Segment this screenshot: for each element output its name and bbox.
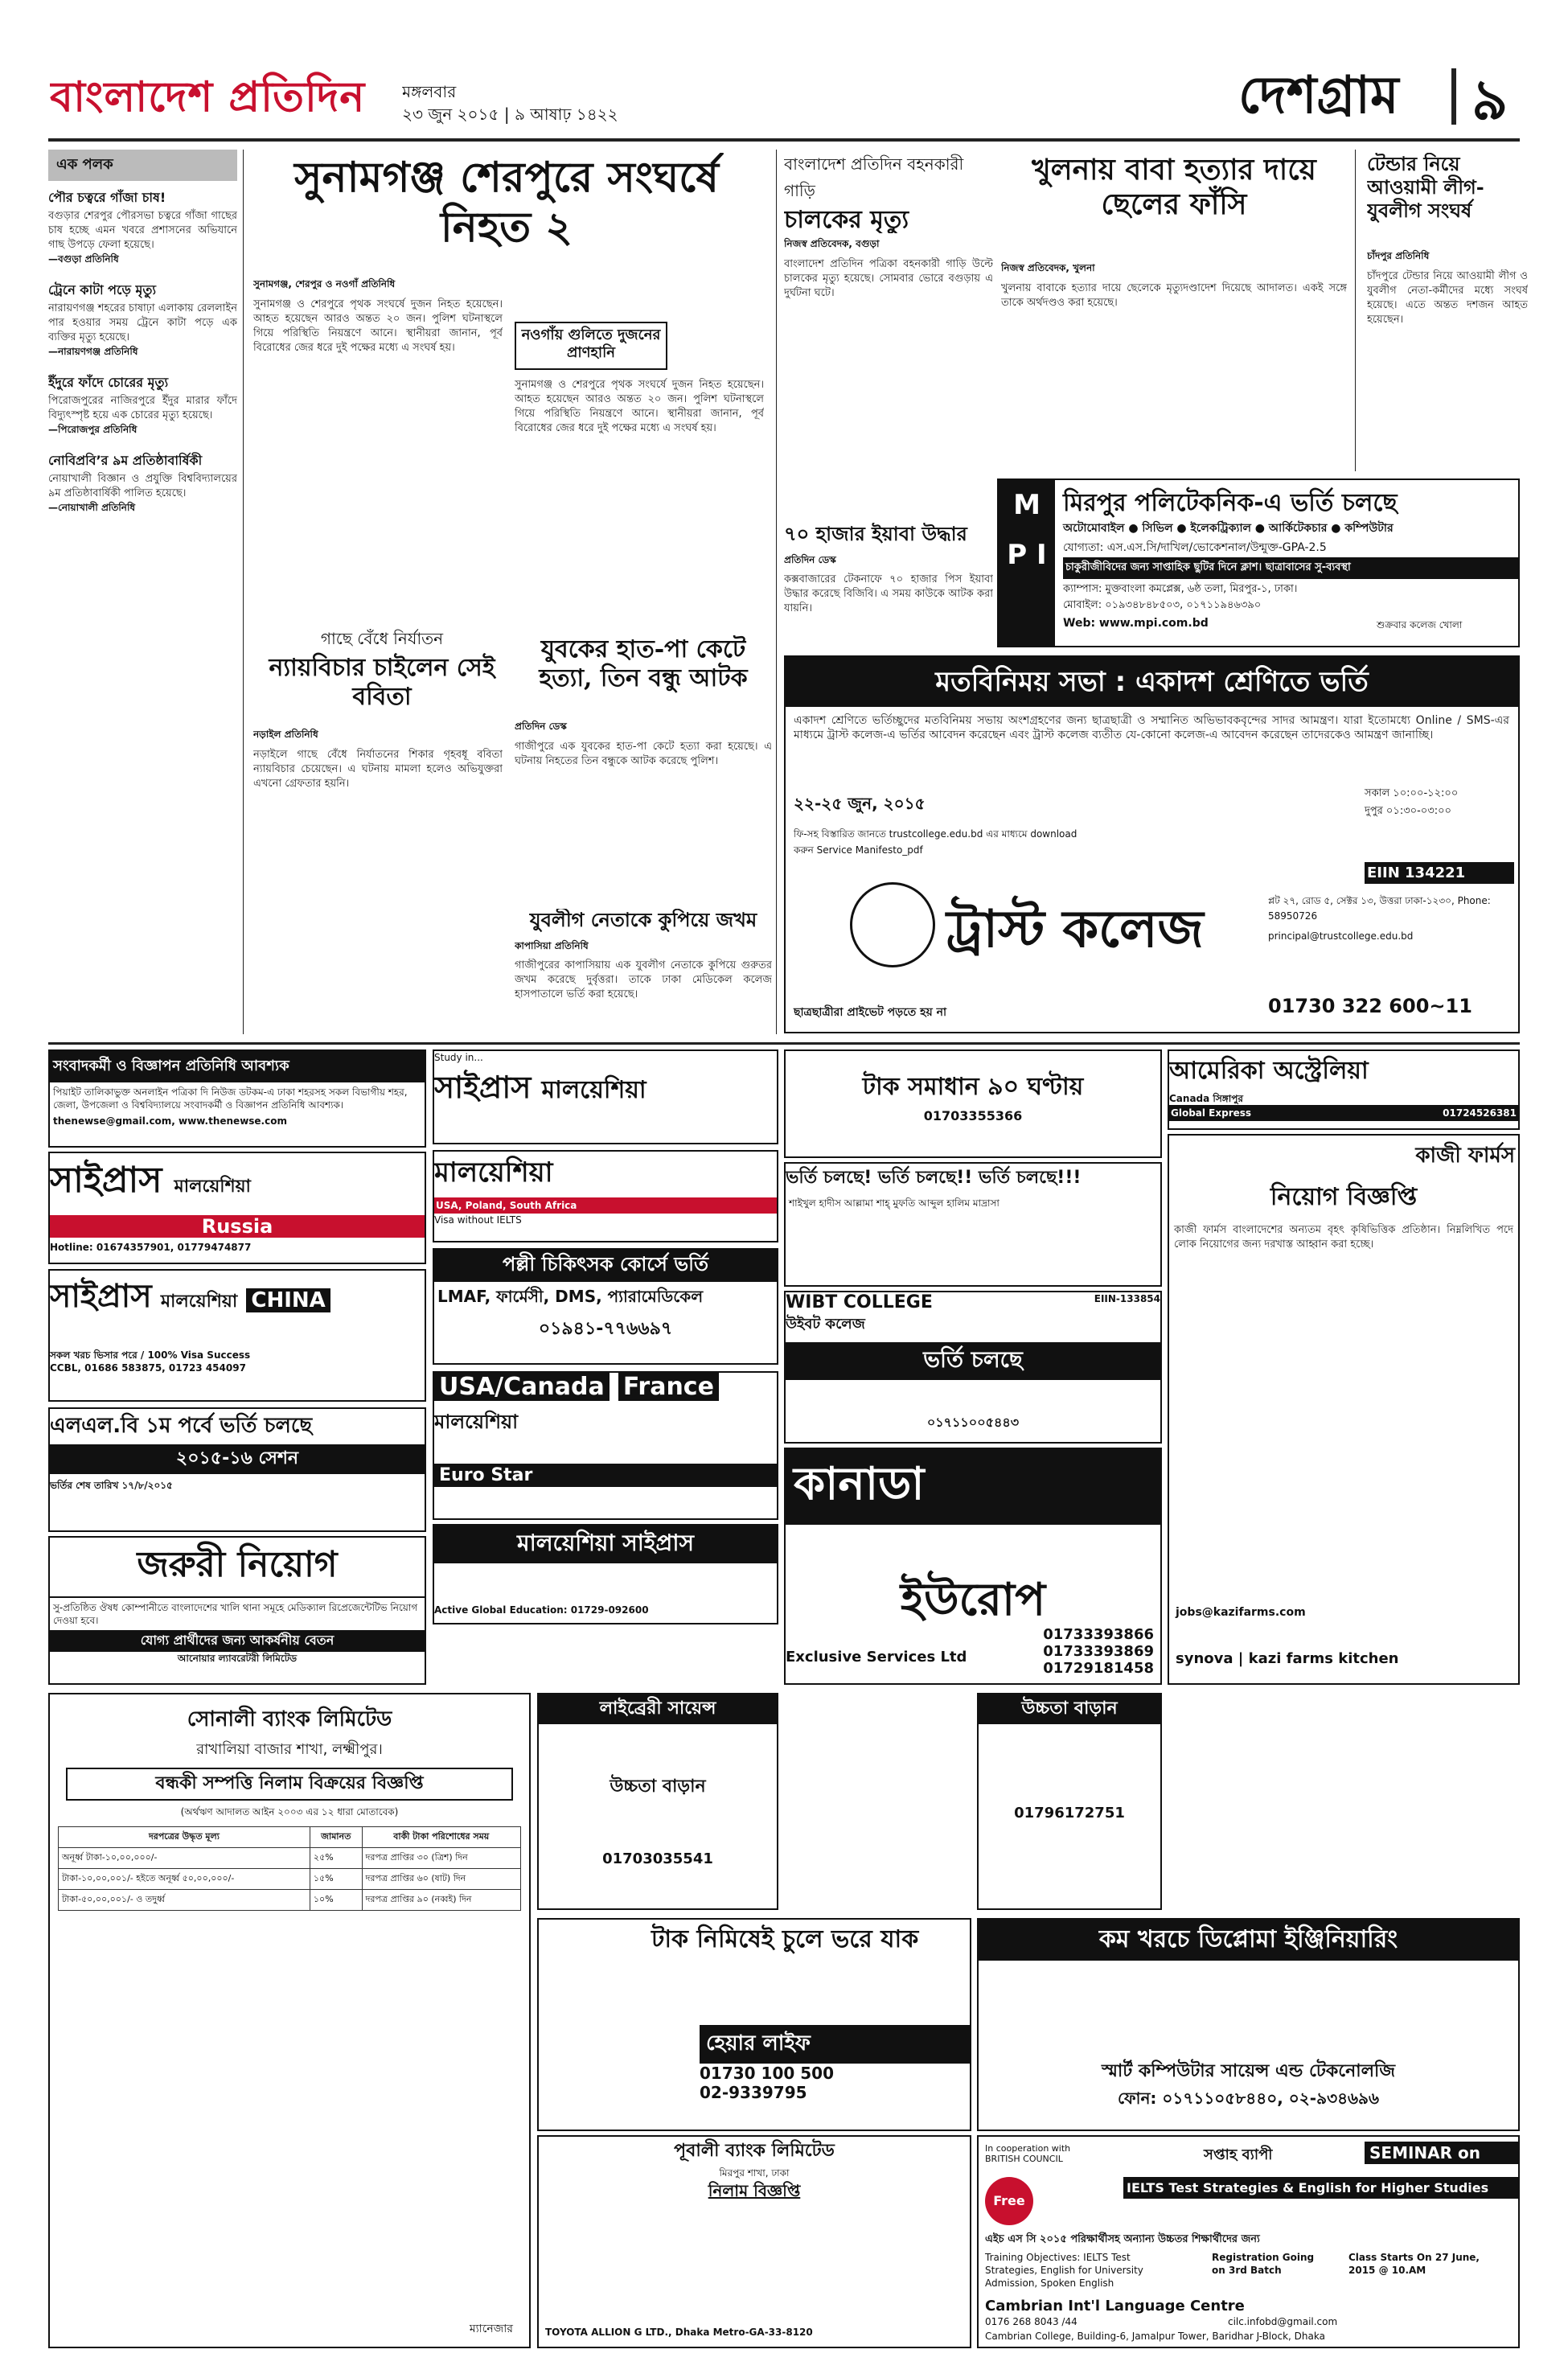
table-cell: টাকা-৫০,০০,০০১/- ও তদুর্ধ্ব [59,1890,310,1911]
ad-mpi [997,478,1520,647]
sonali-sub: (অর্থঋণ আদালত আইন ২০০৩ এর ১২ ধারা মোতাবেক) [180,1806,399,1817]
table-cell: দরপত্র প্রাপ্তির ৯০ (নব্বই) দিন [362,1890,520,1911]
gache-head [253,627,511,724]
table-cell: ১৫% [310,1869,362,1890]
hairlife-title: টাক নিমিষেই চুলে ভরে যাক [651,1925,919,1953]
table-cell: অনূর্ধ্ব টাকা-১০,০০,০০০/- [59,1848,310,1869]
trust-banner: মতবিনিময় সভা : একাদশ শ্রেণিতে ভর্তি [786,657,1518,707]
mpi-address: ক্যাম্পাস: মুক্তবাংলা কমপ্লেক্স, ৬ষ্ঠ তলা, মিরপুর-১, ঢাকা। [1063,583,1298,595]
ek-polok-items [48,187,237,517]
gache-body: নড়াইলে গাছে বেঁধে নির্যাতনের শিকার গৃহবধূ ববিতা ন্যায়বিচার চেয়েছেন। এ ঘটনায় মামলা হলেও অভিযুক্তরা এখনো গ্রেফতার হয়নি। [253,749,503,790]
bogra-headline: চালকের মৃত্যু [784,206,909,233]
canada-phone-2: 01733393869 [1043,1643,1154,1660]
malaysia2-side: USA, Poland, South Africa [434,1197,777,1214]
llb-note: ভর্তির শেষ তারিখ ১৭/৮/২০১৫ [50,1480,173,1491]
jubolig-dateline: কাপাসিয়া প্রতিনিধি [515,940,589,951]
vorti-title: ভর্তি চলছে! ভর্তি চলছে!! ভর্তি চলছে!!! [786,1168,1082,1188]
purabi-bank-name: পূবালী ব্যাংক লিমিটেড [674,2141,835,2161]
ad-kazi-farms [1168,1134,1520,1685]
trust-eiin: EIIN 134221 [1365,862,1514,884]
yaba-dateline: প্রতিদিন ডেস্ক [784,554,836,565]
reporter-title: সংবাদকর্মী ও বিজ্ঞাপন প্রতিনিধি আবশ্যক [50,1051,425,1082]
america-company-name: Global Express [1171,1107,1252,1119]
dateline-sunamganj: সুনামগঞ্জ, শেরপুর ও নওগাঁ প্রতিনিধি [253,278,396,290]
kazi-brands: synova | kazi farms kitchen [1176,1650,1399,1667]
gache-headline: ন্যায়বিচার চাইলেন সেই ববিতা [269,654,495,711]
table-row [59,1869,521,1890]
cambrian-name: Cambrian Int'l Language Centre [985,2298,1245,2314]
reporter-body: পিয়াইট তালিকাভুক্ত অনলাইন পত্রিকা দি নিউজ ডটকম-এ ঢাকা শহরসহ সকল বিভাগীয় শহর, জেলা, উপজেলা ও বিশ্ববিদ্যালয়ে সংবাদকর্মী ও বিজ্ঞাপন প্রতিনিধি আবশ্যক। [53,1086,408,1111]
ad-tak [784,1049,1162,1158]
bogra-body: বাংলাদেশ প্রতিদিন পত্রিকা বহনকারী গাড়ি উল্টে চালকের মৃত্যু হয়েছে। সোমবার ভোরে বগুড়ায় এ দুর্ঘটনা ঘটে। [784,258,993,299]
ad-trust-college [784,655,1520,1033]
trust-info: ফি-সহ বিস্তারিত জানতে trustcollege.edu.bd এর মাধ্যমে download করুন Service Manifesto_pdf [794,828,1077,856]
kazi-title: নিয়োগ বিজ্ঞপ্তি [1270,1183,1418,1211]
masthead-rule [48,138,1520,142]
sonali-title: বন্ধকী সম্পত্তি নিলাম বিক্রয়ের বিজ্ঞপ্তি [66,1768,513,1801]
cyprus1-title: সাইপ্রাস [50,1160,162,1201]
cambrian-partner: In cooperation with BRITISH COUNCIL [985,2143,1071,2164]
ek-polok-item [48,187,237,269]
usa-title: USA/Canada [434,1373,610,1401]
cyprus2-note: সকল খরচ ভিসার পরে / 100% Visa Success [50,1349,251,1361]
urgent-title: জরুরী নিয়োগ [50,1538,425,1598]
cambrian-email[interactable]: cilc.infobd@gmail.com [1228,2316,1338,2327]
diploma-phone: ফোন: ০১৭১১০৫৮৪৪০, ০২-৯৩৪৬৯৬ [1117,2089,1380,2108]
diploma-title: কম খরচে ডিপ্লোমা ইঞ্জিনিয়ারিং [979,1920,1518,1961]
ek-polok-item-credit: —নোয়াখালী প্রতিনিধি [48,502,136,513]
ad-urgent [48,1536,426,1685]
ad-reporter [48,1049,426,1148]
mpi-letters: M P I [999,480,1055,646]
ad-cyprus-2 [48,1269,426,1402]
page-number: ৯ [1472,66,1508,133]
dateline-khulna: নিজস্ব প্রতিবেদক, খুলনা [1001,262,1095,273]
ek-polok-item-body: নারায়ণগঞ্জ শহরের চাষাঢ়া এলাকায় রেললাইন পার হওয়ার সময় ট্রেনে কাটা পড়ে এক ব্যক্তির মৃত্যু হয়েছে। [48,302,237,343]
trust-session-1: সকাল ১০:০০-১২:০০ [1365,787,1459,799]
canada-company: Exclusive Services Ltd [786,1649,967,1665]
yaba-headline: ৭০ হাজার ইয়াবা উদ্ধার [784,523,967,545]
ad-hairlife [537,1918,971,2131]
table-header: দরপত্রের উদ্ধৃত মূল্য [59,1827,310,1848]
ad-diploma [977,1918,1520,2131]
trust-session-2: দুপুর ০১:৩০-০৩:০০ [1365,805,1451,817]
kazi-email[interactable]: jobs@kazifarms.com [1176,1606,1306,1619]
table-header: বাকী টাকা পরিশোধের সময় [362,1827,520,1848]
mc-note: Active Global Education: 01729-092600 [434,1604,649,1616]
wibt-banner: ভর্তি চলছে [786,1342,1160,1380]
trust-footer: ছাত্রছাত্রীরা প্রাইভেট পড়তে হয় না [794,1006,947,1019]
ek-polok-item-title: নোবিপ্রবি’র ৯ম প্রতিষ্ঠাবার্ষিকী [48,453,203,468]
mpi-band: চাকুরীজীবিদের জন্য সাপ্তাহিক ছুটির দিনে ক্লাশ। ছাত্রাবাসের সু-ব্যবস্থা [1063,557,1518,579]
mpi-title: মিরপুর পলিটেকনিক-এ ভর্তি চলছে [1063,489,1398,517]
bogra-head [784,153,993,233]
mpi-courses: অটোমোবাইল ● সিভিল ● ইলেকট্রিক্যাল ● আর্কিটেকচার ● কম্পিউটার [1063,522,1394,535]
urgent-body: সু-প্রতিষ্ঠিত ঔষধ কোম্পানীতে বাংলাদেশের খালি থানা সমূহে মেডিক্যাল রিপ্রেজেন্টেটিভ নিয়োগ দেওয়া হবে। [53,1602,418,1626]
cambrian-class-start: Class Starts On 27 June, 2015 @ 10.AM [1348,2252,1480,2276]
cambrian-title: IELTS Test Strategies & English for Higher Studies [1123,2177,1520,2199]
masthead-date [402,80,740,129]
trust-dates: ২২-২৫ জুন, ২০১৫ [794,794,926,813]
mpi-phone: মোবাইল: ০১৯৩৪৮৪৮৫০৩, ০১৭১১৯৪৬৩৯০ [1063,599,1262,611]
table-cell: দরপত্র প্রাপ্তির ৬০ (ষাট) দিন [362,1869,520,1890]
wibt-eiin: EIIN-133854 [1094,1293,1160,1304]
vorti-body: শাইখুল হাদীস আল্লামা শাহ্ মুফতি আব্দুল হালিম মাদ্রাসা [789,1197,999,1209]
purabi-branch: মিরপুর শাখা, ঢাকা [719,2167,790,2179]
table-row [59,1848,521,1869]
malaysia2-note: Visa without IELTS [434,1214,522,1226]
sonali-signature: ম্যানেজার [469,2323,513,2335]
polli-sub: LMAF, ফার্মেসী, DMS, প্যারামেডিকেল [437,1287,704,1306]
reporter-contact: thenewse@gmail.com, www.thenewse.com [53,1115,287,1127]
notice-purabi-bank [537,2135,971,2348]
table-row [59,1890,521,1911]
kazi-body: কাজী ফার্মস বাংলাদেশের অন্যতম বৃহৎ কৃষিভিত্তিক প্রতিষ্ঠান। নিম্নলিখিত পদে লোক নিয়োগের জন্য দরখাস্ত আহ্বান করা হচ্ছে। [1174,1224,1513,1251]
table-cell: দরপত্র প্রাপ্তির ৩০ (ত্রিশ) দিন [362,1848,520,1869]
ek-polok-label: এক পলক [48,150,237,181]
trust-phone: 01730 322 600~11 [1268,995,1472,1017]
cambrian-free: Free [985,2177,1033,2225]
headline-tender: টেন্ডার নিয়ে আওয়ামী লীগ-যুবলীগ সংঘর্ষ [1367,153,1484,222]
trust-address: প্লট ২৭, রোড ৫, সেক্টর ১৩, উত্তরা ঢাকা-১২৩০, Phone: 58950726 [1268,895,1491,922]
ad-cyprus-center [433,1049,778,1144]
table-cell: টাকা-১০,০০,০০১/- হইতে অনূর্ধ্ব ৫০,০০,০০০/- [59,1869,310,1890]
ek-polok-item-body: পিরোজপুরের নাজিরপুরে ইঁদুর মারার ফাঁদে বিদ্যুৎস্পৃষ্ট হয়ে এক চোরের মৃত্যু হয়েছে। [48,395,237,421]
canada-sub: ইউরোপ [900,1574,1046,1626]
trust-email[interactable]: principal@trustcollege.edu.bd [1268,930,1414,942]
section-name: দেশগ্রাম [1238,65,1399,125]
jubok-headline: যুবকের হাত-পা কেটে হত্যা, তিন বন্ধু আটক [539,635,748,692]
ek-polok-item [48,372,237,439]
ek-polok-item-credit: —পিরোজপুর প্রতিনিধি [48,424,138,435]
ad-library [537,1693,778,1910]
hairlife-phone: 01730 100 500 [700,2064,835,2083]
dateline-tender: চাঁদপুর প্রতিনিধি [1367,250,1430,261]
urgent-band: যোগ্য প্রার্থীদের জন্য আকর্ষনীয় বেতন [50,1630,425,1652]
usa-extra: মালয়েশিয়া [434,1411,519,1433]
sonali-table [58,1826,521,1911]
bogra-dateline: নিজস্ব প্রতিবেদক, বগুড়া [784,238,880,249]
ad-canada [784,1448,1162,1685]
usa-note: Euro Star [434,1464,777,1487]
canada-phones [1043,1626,1154,1677]
masthead-date-text: ২৩ জুন ২০১৫ | ৯ আষাঢ় ১৪২২ [402,105,618,124]
wibt-name: WIBT COLLEGE [786,1292,933,1312]
body-tender: চাঁদপুরে টেন্ডার নিয়ে আওয়ামী লীগ ও যুবলীগ নেতা-কর্মীদের মধ্যে সংঘর্ষ হয়েছে। এতে অন্তত দশজন আহত হয়েছেন। [1367,270,1528,326]
table-cell: ২৫% [310,1848,362,1869]
body-sunamganj: সুনামগঞ্জ ও শেরপুরে পৃথক সংঘর্ষে দুজন নিহত হয়েছেন। আহত হয়েছেন আরও অন্তত ২০ জন। পুলিশ ঘটনাস্থলে গিয়ে পরিস্থিতি নিয়ন্ত্রণে আনে। স্থানীয়রা জানান, পূর্ব বিরোধের জের ধরে দুই পক্ষের মধ্যে এ সংঘর্ষ হয়। [253,298,503,354]
ad-cyprus-1 [48,1152,426,1264]
ad-cambrian [977,2135,1520,2348]
polli-contact: ০১৯৪১-৭৭৬৬৯৭ [538,1319,673,1339]
cyprus2-contact: CCBL, 01686 583875, 01723 454097 [50,1362,246,1374]
cambrian-seminar: SEMINAR on [1365,2142,1520,2164]
hairlife-brand: হেয়ার লাইফ [700,2025,970,2064]
cyprus-center-title: সাইপ্রাস [434,1070,532,1105]
ad-polli [433,1248,778,1365]
cyprus-center-note: Study in... [434,1052,483,1063]
subhead-naogaon: নওগাঁয় গুলিতে দুজনের প্রাণহানি [515,322,667,370]
table-cell: ১০% [310,1890,362,1911]
cyprus1-hotline: Hotline: 01674357901, 01779474877 [50,1242,252,1253]
jubok-body: গাজীপুরে এক যুবকের হাত-পা কেটে হত্যা করা হয়েছে। এ ঘটনায় নিহতের তিন বন্ধুকে আটক করেছে পুলিশ। [515,741,772,767]
ad-malaysia-cyprus [433,1524,778,1624]
sonali-branch: রাখালিয়া বাজার শাখা, লক্ষ্মীপুর। [196,1741,383,1758]
ad-llb [48,1407,426,1532]
gache-kicker: গাছে বেঁধে নির্যাতন [320,629,444,648]
trust-intro: একাদশ শ্রেণিতে ভর্তিচ্ছুদের মতবিনিময় সভায় অংশগ্রহণের জন্য ছাত্রছাত্রী ও সম্মানিত অভিভাবকবৃন্দের সাদর আমন্ত্রণ। যারা ইতোমধ্যে Online / SMS-এর মাধ্যমে ট্রাস্ট কলেজ-এ ভর্তির আবেদন করেছেন এবং ট্রাস্ট কলেজ ব্যতীত যে-কোনো কলেজ-এ আবেদন করেছেন তাদেরকেও আমন্ত্রণ জানাচ্ছি। [794,714,1509,741]
kazi-brand: কাজী ফার্মস [1415,1144,1515,1168]
canada-phone-3: 01729181458 [1043,1660,1154,1677]
wibt-bn: উইবট কলেজ [786,1316,865,1333]
cyprus2-extra: CHINA [246,1288,330,1312]
ad-wibt [784,1291,1162,1444]
diploma-sub: স্মার্ট কম্পিউটার সায়েন্স এন্ড টেকনোলজি [1101,2061,1396,2081]
yaba-body: কক্সবাজারের টেকনাফে ৭০ হাজার পিস ইয়াবা উদ্ধার করেছে বিজিবি। এ সময় কাউকে আটক করা যায়নি। [784,573,993,614]
llb-title: এলএল.বি ১ম পর্বে ভর্তি চলছে [50,1414,313,1438]
purabi-car: TOYOTA ALLION G LTD., Dhaka Metro-GA-33-8120 [545,2327,813,2338]
america-phone: 01724526381 [1443,1107,1517,1119]
ek-polok-column [48,150,237,1042]
cyprus2-sub: মালয়েশিয়া [160,1292,238,1312]
llb-session: ২০১৫-১৬ সেশন [50,1444,425,1474]
tak-phone: 01703355366 [923,1108,1023,1123]
library-title: লাইব্রেরী সায়েন্স [539,1694,777,1724]
hairlife-phone-2: 02-9339795 [700,2083,807,2102]
ek-polok-item-credit: —নারায়ণগঞ্জ প্রতিনিধি [48,346,138,357]
headline-khulna: খুলনায় বাবা হত্যার দায়ে ছেলের ফাঁসি [1032,153,1316,222]
trust-logo-icon [850,882,935,967]
america-extra: Canada সিঙ্গাপুর [1169,1093,1243,1104]
canada-title: কানাডা [786,1449,1160,1525]
cyprus2-title: সাইপ্রাস [50,1278,152,1315]
wibt-phone: ০১৭১১০০৫৪৪৩ [926,1415,1020,1430]
usa-sub: France [618,1373,719,1401]
malaysia2-title: মালয়েশিয়া [434,1156,553,1189]
cambrian-week: সপ্তাহ ব্যাপী [1204,2146,1273,2163]
headline-sunamganj: সুনামগঞ্জ শেরপুরে সংঘর্ষে নিহত ২ [294,153,719,253]
ek-polok-item [48,280,237,361]
mc-title: মালয়েশিয়া সাইপ্রাস [434,1526,777,1563]
ad-usa-canada [433,1371,778,1520]
cyprus-center-sub: মালয়েশিয়া [541,1076,646,1104]
mpi-web[interactable]: Web: www.mpi.com.bd [1063,617,1209,630]
mpi-qualification: যোগ্যতা: এস.এস.সি/দাখিল/ভোকেশনাল/উন্মুক্ত-GPA-2.5 [1063,541,1327,554]
purabi-title: নিলাম বিজ্ঞপ্তি [708,2181,801,2200]
body-khulna: খুলনায় বাবাকে হত্যার দায়ে ছেলেকে মৃত্যুদণ্ডাদেশ দিয়েছে আদালত। একই সঙ্গে তাকে অর্থদণ্ডও করা হয়েছে। [1001,282,1347,309]
height-title: উচ্চতা বাড়ান [979,1694,1160,1724]
america-company [1169,1105,1518,1121]
ek-polok-item-body: বগুড়ার শেরপুর পৌরসভা চত্বরে গাঁজা গাছের চাষ হচ্ছে এমন খবরে প্রশাসনের অভিযানে গাছ উপড়ে ফেলা হয়েছে। [48,210,237,251]
ad-malaysia-2 [433,1150,778,1242]
jubolig-body: গাজীপুরের কাপাসিয়ায় এক যুবলীগ নেতাকে কুপিয়ে গুরুতর জখম করেছে দুর্বৃত্তরা। তাকে ঢাকা মেডিকেল কলেজ হাসপাতালে ভর্তি করা হয়েছে। [515,959,772,1000]
cambrian-objectives: Training Objectives: IELTS Test Strategies, English for University Admission, Spoken English [985,2252,1143,2289]
ek-polok-item-title: ইঁদুরে ফাঁদে চোরের মৃত্যু [48,375,169,390]
cyprus1-extra: Russia [50,1215,425,1238]
america-sub: অস্ট্রেলিয়া [1273,1057,1369,1085]
trust-name: ট্রাস্ট কলেজ [946,899,1204,959]
ek-polok-item-credit: —বগুড়া প্রতিনিধি [48,253,119,265]
urgent-company: আনোয়ার ল্যাবরেটরী লিমিটেড [177,1653,298,1664]
ek-polok-item-title: পৌর চত্বরে গাঁজা চাষ! [48,190,166,205]
jubolig-headline: যুবলীগ নেতাকে কুপিয়ে জখম [529,909,757,931]
ek-polok-item-body: নোয়াখালী বিজ্ঞান ও প্রযুক্তি বিশ্ববিদ্যালয়ের ৯ম প্রতিষ্ঠাবার্ষিকী পালিত হয়েছে। [48,473,237,499]
masthead-logo: বাংলাদেশ প্রতিদিন [50,72,366,121]
cambrian-band: এইচ এস সি ২০১৫ পরিক্ষার্থীসহ অন্যান্য উচ্চতর শিক্ষার্থীদের জন্য [985,2233,1260,2245]
library-sub: উচ্চতা বাড়ান [610,1776,706,1797]
body-sunamganj-2: সুনামগঞ্জ ও শেরপুরে পৃথক সংঘর্ষে দুজন নিহত হয়েছেন। আহত হয়েছেন আরও অন্তত ২০ জন। পুলিশ ঘটনাস্থলে গিয়ে পরিস্থিতি নিয়ন্ত্রণে আনে। স্থানীয়রা জানান, পূর্ব বিরোধের জের ধরে দুই পক্ষের মধ্যে এ সংঘর্ষ হয়। [515,379,764,434]
ad-height [977,1693,1162,1910]
ad-vorti [784,1162,1162,1287]
gache-dateline: নড়াইল প্রতিনিধি [253,729,318,740]
polli-title: পল্লী চিকিৎসক কোর্সে ভর্তি [434,1250,777,1282]
cambrian-address: Cambrian College, Building-6, Jamalpur Tower, Baridhar J-Block, Dhaka [985,2331,1325,2342]
tak-title: টাক সমাধান ৯০ ঘণ্টায় [862,1073,1084,1101]
masthead-day: মঙ্গলবার [402,82,457,101]
ek-polok-item [48,450,237,517]
notice-sonali-bank [48,1693,531,2348]
canada-phone-1: 01733393866 [1043,1626,1154,1643]
library-phone: 01703035541 [602,1850,713,1867]
ek-polok-item-title: ট্রেনে কাটা পড়ে মৃত্যু [48,282,156,298]
sonali-bank-name: সোনালী ব্যাংক লিমিটেড [187,1707,392,1731]
table-header: জামানত [310,1827,362,1848]
bogra-kicker: বাংলাদেশ প্রতিদিন বহনকারী গাড়ি [784,154,964,200]
jubok-dateline: প্রতিদিন ডেস্ক [515,721,567,732]
mpi-footer: শুক্রবার কলেজ খোলা [1377,619,1463,630]
cambrian-phone: 0176 268 8043 /44 [985,2316,1077,2327]
height-phone: 01796172751 [1014,1805,1125,1822]
cyprus1-sub: মালয়েশিয়া [174,1177,251,1197]
america-title: আমেরিকা [1169,1057,1265,1085]
ad-america [1168,1049,1520,1130]
cambrian-registration: Registration Going on 3rd Batch [1212,2252,1315,2276]
